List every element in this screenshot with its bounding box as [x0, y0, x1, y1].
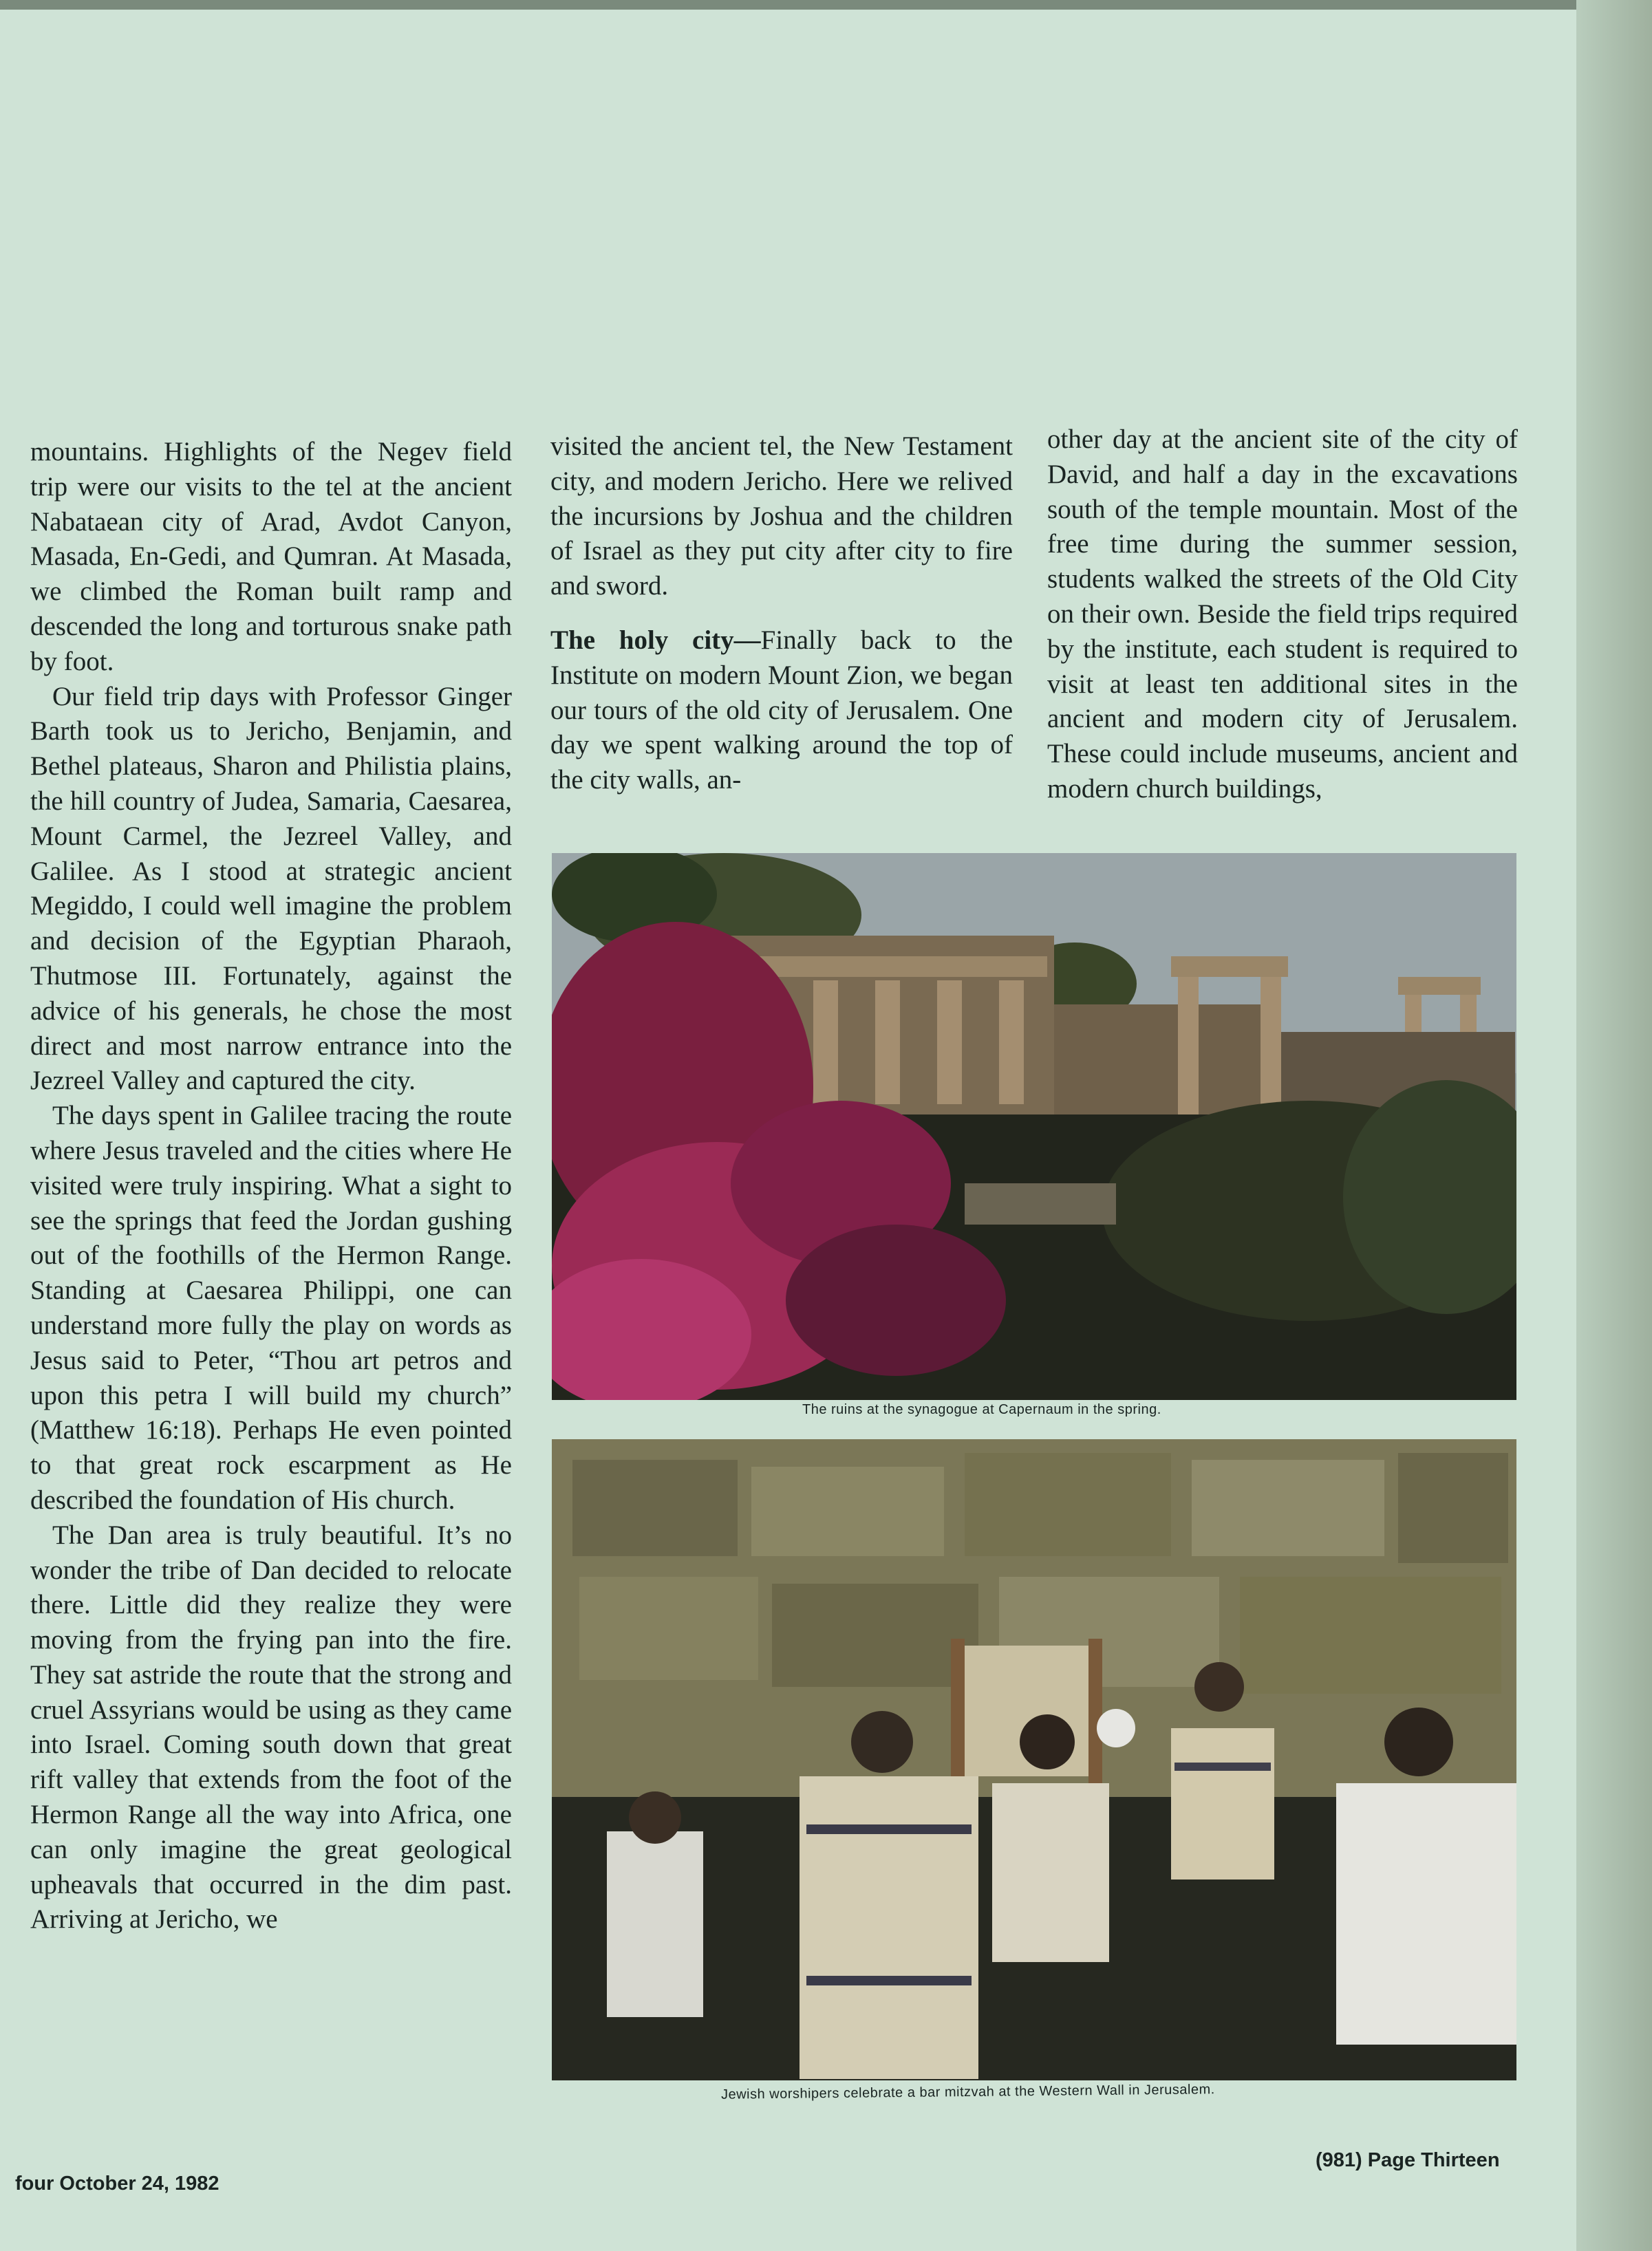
paragraph: The days spent in Galilee tracing the route where Jesus traveled and the cities where He visited were truly inspiring. What a sight to see the springs that feed the Jordan gushing out of the foothills of the Hermon Range. Standing at Caesarea Philippi, one can understand more fully the play on words as Jesus said to Peter, “Thou art petros and upon this petra I will build my church” (Matthew 16:18). Perhaps He even pointed to that great rock escarpment as He described the foundation of His church. — [30, 1101, 512, 1515]
photo-caption: Jewish worshipers celebrate a bar mitzvah at the Western Wall in Jerusalem. — [720, 2082, 1215, 2102]
subheading: The holy city— — [550, 625, 761, 655]
footer-date: four October 24, 1982 — [15, 2173, 219, 2195]
paragraph — [550, 623, 1013, 798]
page-edge — [1576, 0, 1652, 2251]
photo-capernaum-ruins — [552, 853, 1516, 1400]
paragraph: visited the ancient tel, the New Testament city, and modern Jericho. Here we relived the incursions by Joshua and the children of Israel as they put city after city to fire and sword. — [550, 431, 1013, 601]
paragraph: mountains. Highlights of the Negev field trip were our visits to the tel at the ancient Nabataean city of Arad, Avdot Canyon, Masada, En-Gedi, and Qumran. At Masada, we climbed the Roman built ramp and descended the long and torturous snake path by foot. — [30, 437, 512, 676]
paragraph-text: Finally back to the Institute on modern Mount Zion, we began our tours of the old city of Jerusalem. One day we spent walking around the top of the city walls, an- — [550, 625, 1013, 795]
page-top-band — [0, 0, 1652, 10]
paragraph: The Dan area is truly beautiful. It’s no wonder the tribe of Dan decided to relocate there. Little did they realize they were moving from the frying pan into the fire. They sat astride the route that the strong and cruel Assyrians would be using as they came into Israel. Coming south down that great rift valley that extends from the foot of the Hermon Range all the way into Africa, one can only imagine the great geological upheavals that occurred in the dim past. Arriving at Jericho, we — [30, 1520, 512, 1935]
footer-page-number: (981) Page Thirteen — [1316, 2149, 1500, 2171]
photo-western-wall — [552, 1439, 1516, 2080]
article-column-2 — [550, 429, 1013, 798]
article-column-3 — [1047, 422, 1518, 807]
paragraph: Our field trip days with Professor Ginger Barth took us to Jericho, Benjamin, and Bethel plateaus, Sharon and Philistia plains, the hill country of Judea, Samaria, Caesarea, Mount Carmel, the Jezreel Valley, and Galilee. As I stood at strategic ancient Megiddo, I could well imagine the problem and decision of the Egyptian Pharaoh, Thutmose III. Fortunately, against the advice of his generals, he chose the most direct and most narrow entrance into the Jezreel Valley and captured the city. — [30, 681, 512, 1096]
article-column-1 — [30, 435, 512, 1937]
paragraph: other day at the ancient site of the city of David, and half a day in the excavations south of the temple mountain. Most of the free time during the summer session, students walked the streets of the Old City on their own. Beside the field trips required by the institute, each student is required to visit at least ten additional sites in the ancient and modern city of Jerusalem. These could include museums, ancient and modern church buildings, — [1047, 424, 1518, 804]
photo-caption: The ruins at the synagogue at Capernaum in the spring. — [802, 1402, 1161, 1417]
